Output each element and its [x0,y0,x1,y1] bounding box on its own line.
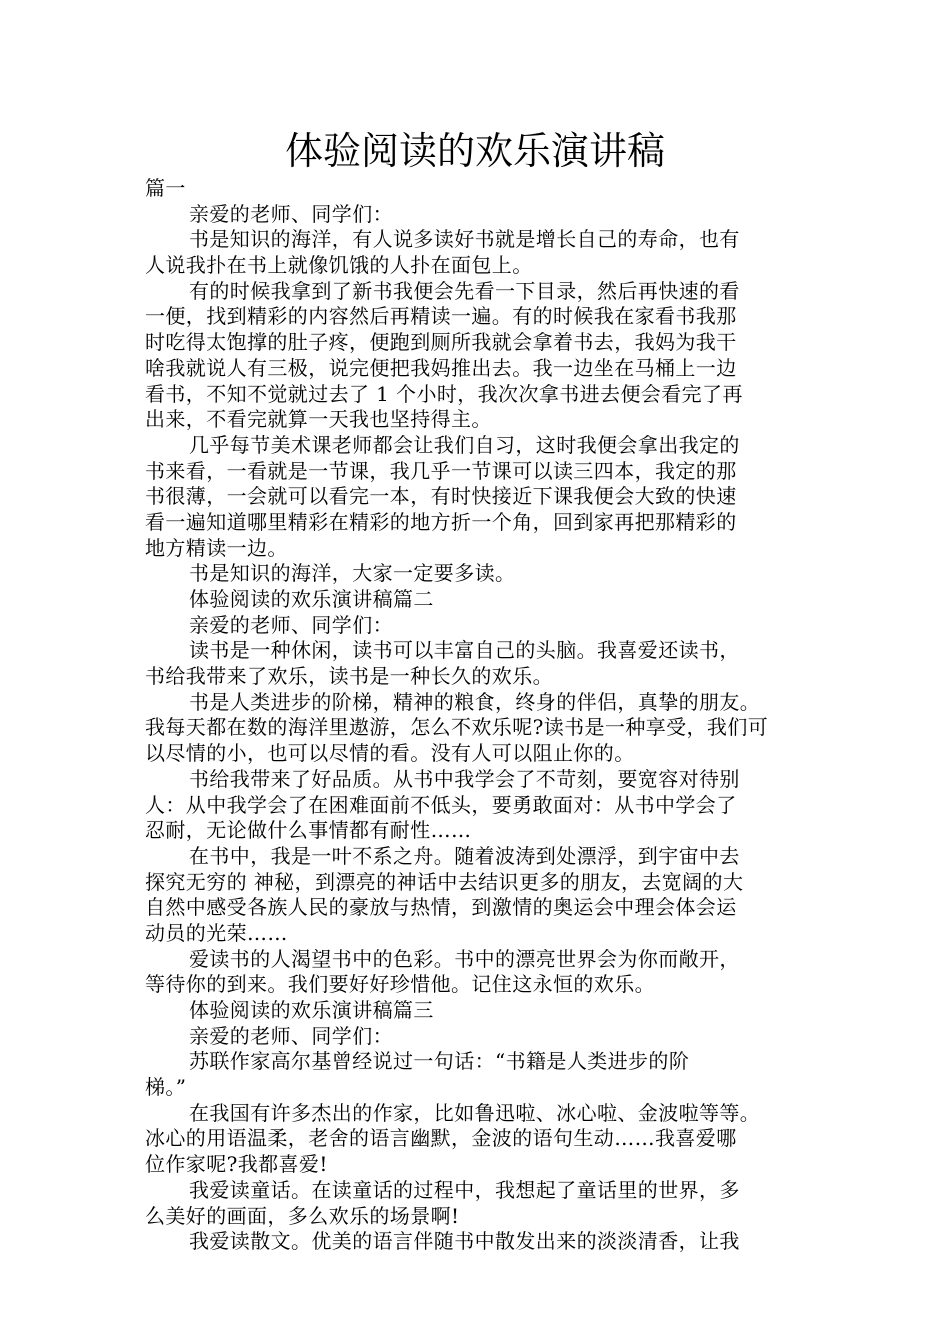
text-line: 冰心的用语温柔，老舍的语言幽默，金波的语句生动……我喜爱哪 [145,1126,737,1151]
text-line: 出来，不看完就算一天我也坚持得主。 [145,407,492,432]
text-line: 书给我带来了好品质。从书中我学会了不苛刻，要宽容对待别 [189,766,740,791]
text-line: 书是知识的海洋，大家一定要多读。 [189,561,516,586]
text-line: 书来看，一看就是一节课，我几乎一节课可以读三四本，我定的那 [145,458,737,483]
text-line: 时吃得太饱撑的肚子疼，便跑到厕所我就会拿着书去，我妈为我干 [145,330,737,355]
text-line: 体验阅读的欢乐演讲稿篇二 [189,587,434,611]
text-line: 爱读书的人渴望书中的色彩。书中的漂亮世界会为你而敞开， [189,946,740,971]
text-line: 人：从中我学会了在困难面前不低头，要勇敢面对：从书中学会了 [145,792,737,817]
text-line: 书给我带来了欢乐，读书是一种长久的欢乐。 [145,664,553,689]
text-line: 书是人类进步的阶梯，精神的粮食，终身的伴侣，真挚的朋友。 [189,689,761,714]
text-line: 亲爱的老师、同学们： [189,201,393,226]
text-line: 么美好的画面，多么欢乐的场景啊! [145,1203,460,1228]
text-line: 自然中感受各族人民的豪放与热情，到激情的奥运会中理会体会运 [145,895,737,920]
text-line: 苏联作家高尔基曾经说过一句话：“书籍是人类进步的阶 [189,1049,690,1074]
document-title: 体验阅读的欢乐演讲稿 [284,129,665,173]
text-line: 一便，找到精彩的内容然后再精读一遍。有的时候我在家看书我那 [145,304,737,329]
text-line: 读书是一种休闲，读书可以丰富自己的头脑。我喜爱还读书， [189,638,740,663]
text-line: 我爱读散文。优美的语言伴随书中散发出来的淡淡清香，让我 [189,1229,740,1254]
text-line: 在书中，我是一叶不系之舟。随着波涛到处漂浮，到宇宙中去 [189,843,740,868]
text-line: 人说我扑在书上就像饥饿的人扑在面包上。 [145,253,533,278]
text-line: 地方精读一边。 [145,535,288,560]
text-line: 亲爱的老师、同学们： [189,1023,393,1048]
text-line: 我爱读童话。在读童话的过程中，我想起了童话里的世界，多 [189,1177,740,1202]
text-line: 篇一 [145,176,186,200]
text-line: 啥我就说人有三极，说完便把我妈推出去。我一边坐在马桶上一边 [145,355,737,380]
text-line: 看书，不知不觉就过去了 1 个小时，我次次拿书进去便会看完了再 [145,381,743,406]
text-line: 在我国有许多杰出的作家，比如鲁迅啦、冰心啦、金波啦等等。 [189,1100,761,1125]
text-line: 位作家呢?我都喜爱! [145,1152,328,1177]
text-line: 书是知识的海洋，有人说多读好书就是增长自己的寿命，也有 [189,227,740,252]
text-line: 探究无穷的 神秘，到漂亮的神话中去结识更多的朋友，去宽阔的大 [145,869,744,894]
text-line: 体验阅读的欢乐演讲稿篇三 [189,998,434,1022]
text-line: 几乎每节美术课老师都会让我们自习，这时我便会拿出我定的 [189,432,740,457]
text-line: 动员的光荣…… [145,920,288,945]
text-line: 我每天都在数的海洋里遨游，怎么不欢乐呢?读书是一种享受，我们可 [145,715,769,740]
text-line: 亲爱的老师、同学们： [189,612,393,637]
text-line: 梯。” [145,1075,187,1100]
text-line: 忍耐，无论做什么事情都有耐性…… [145,818,472,843]
text-line: 书很薄，一会就可以看完一本，有时快接近下课我便会大致的快速 [145,484,737,509]
document-body [145,176,813,1255]
text-line: 有的时候我拿到了新书我便会先看一下目录，然后再快速的看 [189,278,740,303]
text-line: 等待你的到来。我们要好好珍惜他。记住这永恒的欢乐。 [145,972,655,997]
text-line: 看一遍知道哪里精彩在精彩的地方折一个角，回到家再把那精彩的 [145,509,737,534]
text-line: 以尽情的小，也可以尽情的看。没有人可以阻止你的。 [145,741,635,766]
